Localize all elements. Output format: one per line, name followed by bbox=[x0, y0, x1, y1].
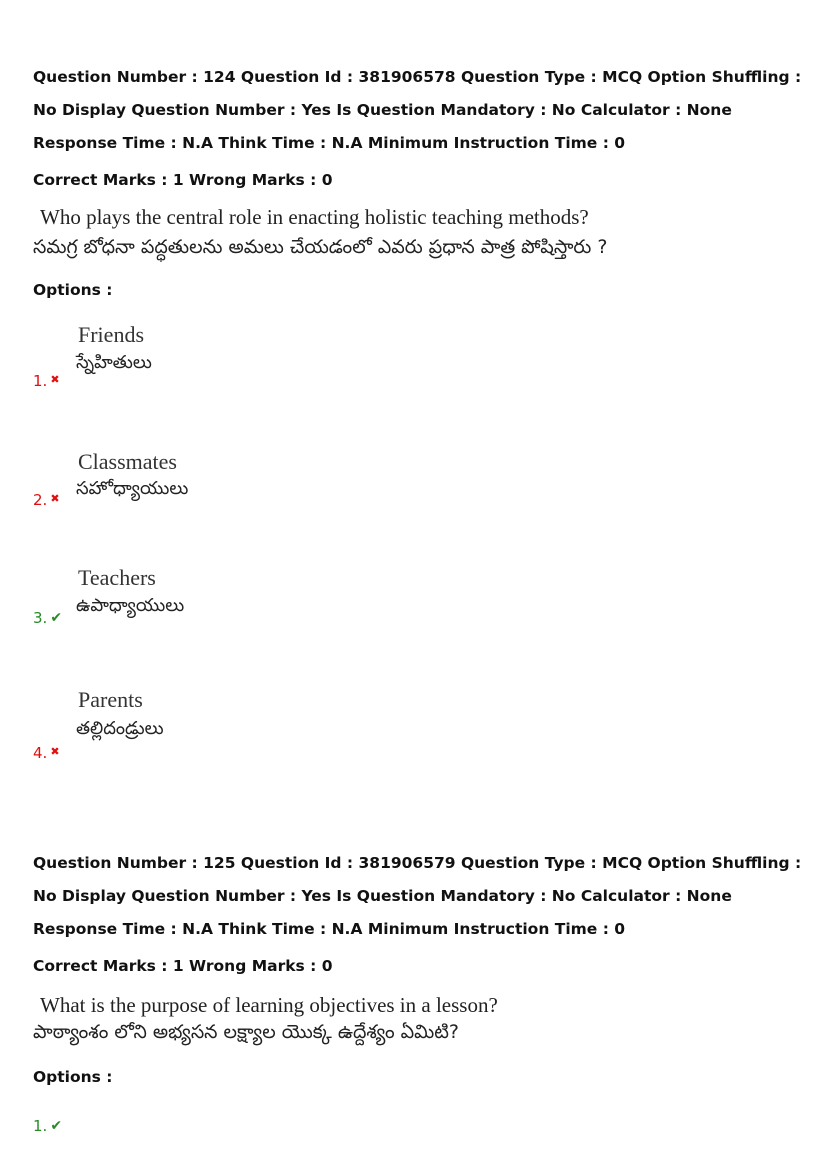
option-1-marker bbox=[33, 370, 60, 391]
option-3-telugu: ఉపాధ్యాయులు bbox=[76, 595, 185, 616]
option-1-telugu: స్నేహితులు bbox=[76, 352, 152, 373]
option-2-marker bbox=[33, 489, 60, 510]
option-number: 1. bbox=[33, 372, 48, 390]
option-2-english: Classmates bbox=[78, 449, 177, 474]
question-meta: Question Number : 124 Question Id : 381906578 Question Type : MCQ Option Shuffling : No Display Question Number : Yes Is Question Mandatory : No Calculator : None Response Time : N.A Think Time : N.A Minimum Instruction Time : 0 bbox=[33, 68, 802, 152]
cross-icon: ✖ bbox=[50, 745, 60, 758]
option-2-telugu: సహోధ్యాయులు bbox=[76, 478, 189, 499]
options-label: Options : bbox=[33, 1068, 113, 1086]
option-number: 2. bbox=[33, 491, 48, 509]
option-3-english: Teachers bbox=[78, 565, 156, 590]
option-number: 1. bbox=[33, 1117, 48, 1135]
option-1-marker bbox=[33, 1116, 62, 1136]
option-number: 3. bbox=[33, 609, 48, 627]
option-1-english: Friends bbox=[78, 322, 144, 347]
option-4-marker bbox=[33, 742, 60, 763]
option-4-english: Parents bbox=[78, 687, 143, 712]
question-text-english: What is the purpose of learning objectives in a lesson? bbox=[40, 993, 498, 1017]
check-icon: ✔ bbox=[50, 1118, 63, 1134]
options-label: Options : bbox=[33, 281, 113, 299]
option-4-telugu: తల్లిదండ్రులు bbox=[76, 718, 164, 739]
question-meta: Question Number : 125 Question Id : 381906579 Question Type : MCQ Option Shuffling : No Display Question Number : Yes Is Question Mandatory : No Calculator : None Response Time : N.A Think Time : N.A Minimum Instruction Time : 0 bbox=[33, 854, 802, 938]
check-icon: ✔ bbox=[50, 610, 63, 626]
cross-icon: ✖ bbox=[50, 373, 60, 386]
question-text-telugu: సమగ్ర బోధనా పద్ధతులను అమలు చేయడంలో ఎవరు ప్రధాన పాత్ర పోషిస్తారు ? bbox=[33, 236, 608, 258]
option-number: 4. bbox=[33, 744, 48, 762]
marks-line: Correct Marks : 1 Wrong Marks : 0 bbox=[33, 171, 333, 189]
cross-icon: ✖ bbox=[50, 492, 60, 505]
question-text-english: Who plays the central role in enacting holistic teaching methods? bbox=[40, 205, 589, 229]
question-text-telugu: పాఠ్యాంశం లోని అభ్యసన లక్ష్యాల యొక్క ఉద్దేశ్యం ఏమిటి? bbox=[33, 1021, 459, 1043]
option-3-marker bbox=[33, 608, 62, 628]
marks-line: Correct Marks : 1 Wrong Marks : 0 bbox=[33, 957, 333, 975]
